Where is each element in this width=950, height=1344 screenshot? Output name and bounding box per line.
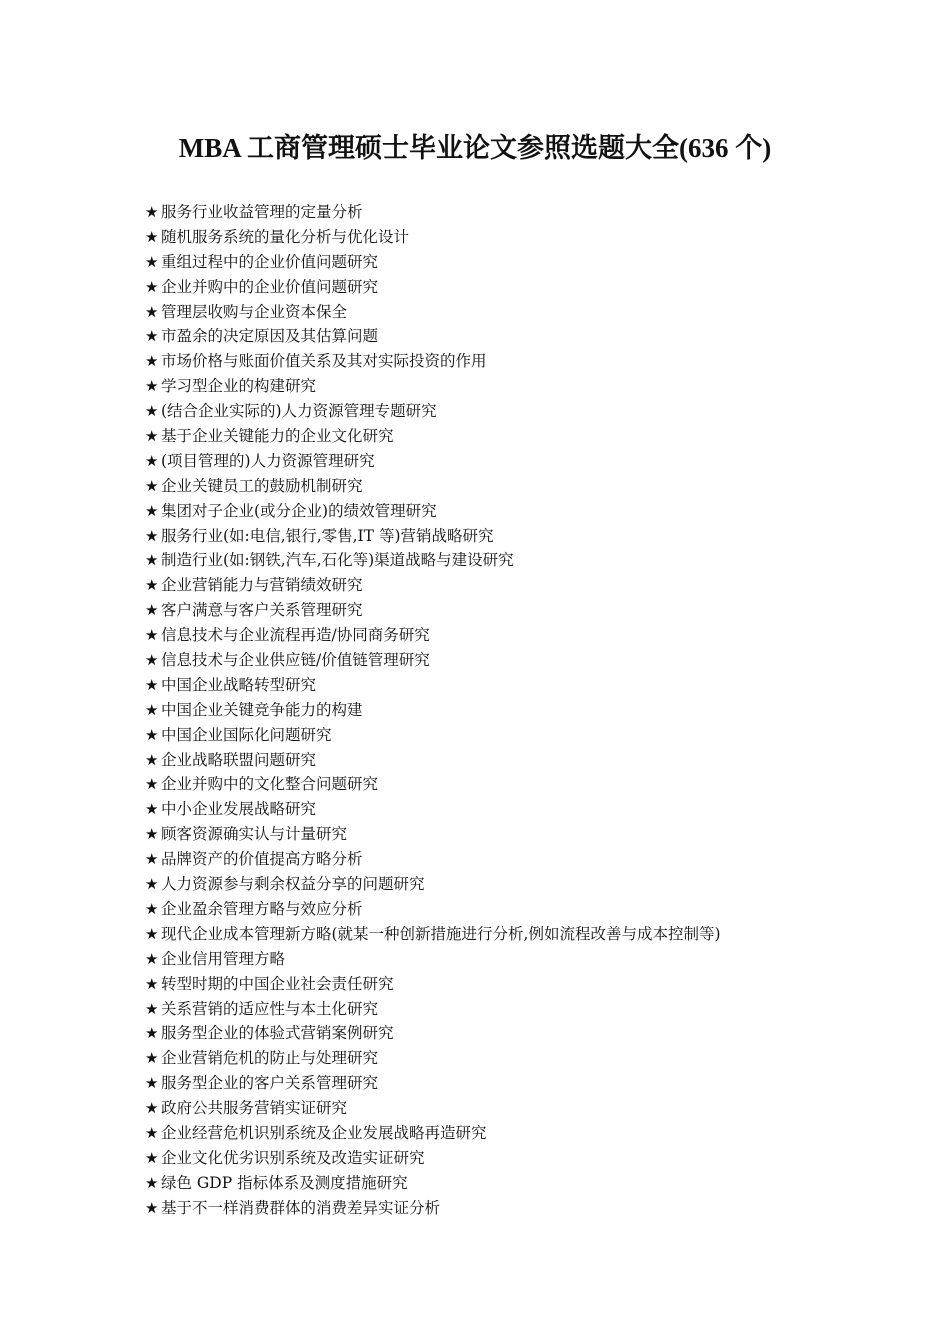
topic-text: 企业并购中的企业价值问题研究 [161,277,379,296]
list-item [145,324,865,349]
star-icon: ★ [145,327,159,346]
star-icon: ★ [145,875,159,894]
star-icon: ★ [145,302,159,321]
topic-text: 信息技术与企业供应链/价值链管理研究 [161,651,430,670]
list-item [145,449,865,474]
star-icon: ★ [145,999,159,1018]
topic-text: 中国企业关键竞争能力的构建 [161,700,363,719]
list-item [145,1171,865,1196]
topic-text: 基于不一样消费群体的消费差异实证分析 [161,1198,441,1217]
topic-text: 服务行业收益管理的定量分析 [161,203,363,221]
star-icon: ★ [145,949,159,968]
topic-text: 企业营销能力与营销绩效研究 [161,576,363,595]
topic-text: 集团对子企业(或分企业)的绩效管理研究 [161,501,437,520]
star-icon: ★ [145,626,159,645]
list-item [145,225,865,250]
list-item [145,1021,865,1046]
star-icon: ★ [145,227,159,246]
star-icon: ★ [145,501,159,520]
star-icon: ★ [145,1173,159,1192]
topic-text: 顾客资源确实认与计量研究 [161,825,348,844]
topic-text: 绿色 GDP 指标体系及测度措施研究 [161,1173,408,1192]
star-icon: ★ [145,651,159,670]
topic-list [145,200,865,1221]
star-icon: ★ [145,427,159,446]
star-icon: ★ [145,526,159,545]
topic-text: 信息技术与企业流程再造/协同商务研究 [161,626,430,645]
topic-text: 学习型企业的构建研究 [161,377,317,396]
topic-text: 管理层收购与企业资本保全 [161,302,348,321]
topic-text: 制造行业(如:钢铁,汽车,石化等)渠道战略与建设研究 [161,551,514,570]
star-icon: ★ [145,1123,159,1142]
topic-text: 中小企业发展战略研究 [161,800,317,819]
topic-text: 服务型企业的体验式营销案例研究 [161,1024,394,1043]
topic-text: 转型时期的中国企业社会责任研究 [161,974,394,993]
list-item [145,548,865,573]
list-item [145,374,865,399]
star-icon: ★ [145,825,159,844]
list-item [145,748,865,773]
star-icon: ★ [145,277,159,296]
list-item [145,524,865,549]
list-item [145,1121,865,1146]
page-title: MBA 工商管理硕士毕业论文参照选题大全(636 个) [178,133,772,163]
star-icon: ★ [145,451,159,470]
list-item [145,822,865,847]
list-item [145,250,865,275]
list-item [145,399,865,424]
list-item [145,673,865,698]
list-item [145,947,865,972]
star-icon: ★ [145,775,159,794]
topic-text: 重组过程中的企业价值问题研究 [161,252,379,271]
list-item [145,300,865,325]
list-item [145,623,865,648]
list-item [145,872,865,897]
star-icon: ★ [145,601,159,620]
list-item [145,897,865,922]
topic-text: 基于企业关键能力的企业文化研究 [161,427,394,446]
topic-text: 市场价格与账面价值关系及其对实际投资的作用 [161,352,487,371]
topic-text: (结合企业实际的)人力资源管理专题研究 [161,402,437,421]
list-item [145,573,865,598]
star-icon: ★ [145,203,159,221]
star-icon: ★ [145,576,159,595]
topic-text: 中国企业国际化问题研究 [161,725,332,744]
list-item [145,349,865,374]
star-icon: ★ [145,1198,159,1217]
list-item [145,648,865,673]
list-item [145,1096,865,1121]
topic-text: 品牌资产的价值提高方略分析 [161,850,363,869]
star-icon: ★ [145,1148,159,1167]
star-icon: ★ [145,850,159,869]
topic-text: 客户满意与客户关系管理研究 [161,601,363,620]
star-icon: ★ [145,974,159,993]
star-icon: ★ [145,252,159,271]
topic-text: 企业关键员工的鼓励机制研究 [161,476,363,495]
list-item [145,723,865,748]
star-icon: ★ [145,402,159,421]
star-icon: ★ [145,551,159,570]
list-item [145,972,865,997]
topic-text: 现代企业成本管理新方略(就某一种创新措施进行分析,例如流程改善与成本控制等) [161,924,721,943]
topic-text: 企业战略联盟问题研究 [161,750,317,769]
topic-text: 企业并购中的文化整合问题研究 [161,775,379,794]
list-item [145,424,865,449]
list-item [145,499,865,524]
topic-text: 企业营销危机的防止与处理研究 [161,1049,379,1068]
list-item [145,1046,865,1071]
list-item [145,1071,865,1096]
list-item [145,997,865,1022]
star-icon: ★ [145,1099,159,1118]
topic-text: 人力资源参与剩余权益分享的问题研究 [161,875,425,894]
list-item [145,1196,865,1221]
list-item [145,797,865,822]
star-icon: ★ [145,1074,159,1093]
star-icon: ★ [145,924,159,943]
topic-text: 服务行业(如:电信,银行,零售,IT 等)营销战略研究 [161,526,494,545]
topic-text: (项目管理的)人力资源管理研究 [161,451,375,470]
star-icon: ★ [145,1024,159,1043]
star-icon: ★ [145,800,159,819]
topic-text: 关系营销的适应性与本土化研究 [161,999,379,1018]
topic-text: 服务型企业的客户关系管理研究 [161,1074,379,1093]
topic-text: 中国企业战略转型研究 [161,675,317,694]
star-icon: ★ [145,1049,159,1068]
topic-text: 随机服务系统的量化分析与优化设计 [161,227,410,246]
list-item [145,474,865,499]
list-item [145,922,865,947]
star-icon: ★ [145,750,159,769]
star-icon: ★ [145,352,159,371]
topic-text: 企业文化优劣识别系统及改造实证研究 [161,1148,425,1167]
topic-text: 企业信用管理方略 [161,949,286,968]
star-icon: ★ [145,725,159,744]
topic-text: 政府公共服务营销实证研究 [161,1099,348,1118]
topic-text: 市盈余的决定原因及其估算问题 [161,327,379,346]
list-item [145,847,865,872]
list-item [145,698,865,723]
star-icon: ★ [145,700,159,719]
topic-text: 企业经营危机识别系统及企业发展战略再造研究 [161,1123,487,1142]
list-item [145,200,865,225]
topic-text: 企业盈余管理方略与效应分析 [161,899,363,918]
star-icon: ★ [145,377,159,396]
star-icon: ★ [145,476,159,495]
star-icon: ★ [145,675,159,694]
list-item [145,1146,865,1171]
star-icon: ★ [145,899,159,918]
list-item [145,772,865,797]
list-item [145,598,865,623]
list-item [145,275,865,300]
